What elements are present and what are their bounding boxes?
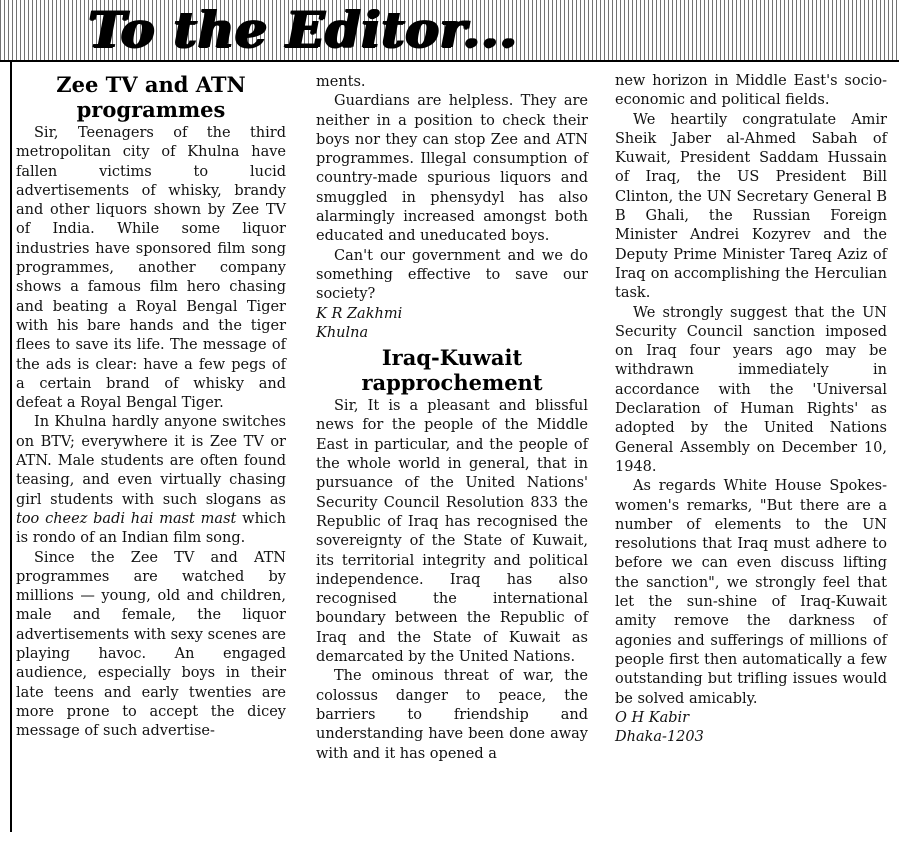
signature-place: Dhaka-1203 bbox=[615, 729, 704, 746]
section-banner-title: To the Editor... bbox=[88, 0, 518, 59]
letter-paragraph: Guardians are helpless. They are neither in a position to check their boys nor they can stop Zee and ATN programmes. Illegal consumption of country-made spurious liquors and smuggled in phensydyl has also alarmingly increased amongst both educated and uneducated boys. bbox=[316, 93, 588, 245]
signature-place: Khulna bbox=[316, 324, 369, 341]
letter-paragraph: We heartily congratulate Amir Sheik Jaber al-Ahmed Sabah of Kuwait, President Saddam Hussain of Iraq, the US President Bill Clinton, the UN Secretary General B B Ghali, the Russian Foreign Minister Andrei Kozyrev and the Deputy Prime Minister Tareq Aziz of Iraq on accomplishing the Herculian task. bbox=[615, 111, 887, 302]
letter-paragraph: Sir, It is a pleasant and blissful news for the people of the Middle East in particular, and the people of the whole world in general, that in pursuance of the United Nations' Security Council Resolution 833 the Republic of Iraq has recognised the sovereignty of the State of Kuwait, its territorial integrity and political independence. Iraq has also recognised the international boundary between the Republic of Iraq and the State of Kuwait as demarcated by the United Nations. bbox=[316, 398, 588, 666]
letter-paragraph: We strongly suggest that the UN Security Council sanction imposed on Iraq four years ago may be withdrawn immediately in accordance with the 'Universal Declaration of Human Rights' as adopted by the United Nations General Assembly on December 10, 1948. bbox=[615, 304, 887, 475]
letter-paragraph bbox=[16, 413, 286, 548]
letter-paragraph-continued: new horizon in Middle East's socio-economic and political fields. bbox=[615, 73, 887, 109]
left-column-rule bbox=[10, 62, 12, 832]
letter-paragraph: Sir, Teenagers of the third metropolitan city of Khulna have fallen victims to lucid advertisements of whisky, brandy and other liquors shown by Zee TV of India. While some liquor industries have sponsored film song programmes, another company shows a famous film hero chasing and beating a Royal Bengal Tiger with his bare hands and the tiger flees to save its life. The message of the ads is clear: have a few pegs of a certain brand of whisky and defeat a Royal Bengal Tiger. bbox=[16, 125, 286, 412]
letter-paragraph-continued: ments. bbox=[316, 74, 366, 90]
banner-divider bbox=[0, 60, 899, 62]
signature-name: K R Zakhmi bbox=[316, 305, 403, 322]
paragraph-text: In Khulna hardly anyone switches on BTV; everywhere it is Zee TV or ATN. Male students are often found teasing, and even virtually chasing girl students with such slogans as bbox=[16, 414, 286, 508]
quoted-slogan: too cheez badi hai mast mast bbox=[16, 510, 237, 527]
letter-paragraph: Can't our government and we do something effective to save our society? bbox=[316, 247, 588, 303]
letter-heading-iraq-kuwait: Iraq-Kuwait rapprochement bbox=[361, 345, 543, 396]
column-3 bbox=[615, 72, 887, 747]
letter-paragraph: Since the Zee TV and ATN programmes are watched by millions — young, old and children, male and female, the liquor advertisements with sexy scenes are playing havoc. An engaged audience, especially boys in their late teens and early twenties are more prone to accept the dicey message of such advertise- bbox=[16, 549, 286, 740]
letter-paragraph: As regards White House Spokes-women's remarks, "But there are a number of elements to the UN resolutions that Iraq must adhere to before we can even discuss lifting the sanction", we strongly feel that let the sun-shine of Iraq-Kuwait amity remove the darkness of agonies and sufferings of millions of people first then automatically a few outstanding but trifling issues would be solved amicably. bbox=[615, 478, 887, 707]
paragraph-text: which is rondo of an Indian film song. bbox=[16, 510, 287, 547]
letter-heading-zee-tv: Zee TV and ATN programmes bbox=[56, 72, 246, 122]
column-1 bbox=[16, 72, 286, 742]
column-2 bbox=[316, 73, 588, 764]
letter-paragraph: The ominous threat of war, the colossus danger to peace, the barriers to friendship and understanding have been done away with and it has opened a bbox=[316, 668, 588, 762]
signature-name: O H Kabir bbox=[615, 709, 690, 726]
